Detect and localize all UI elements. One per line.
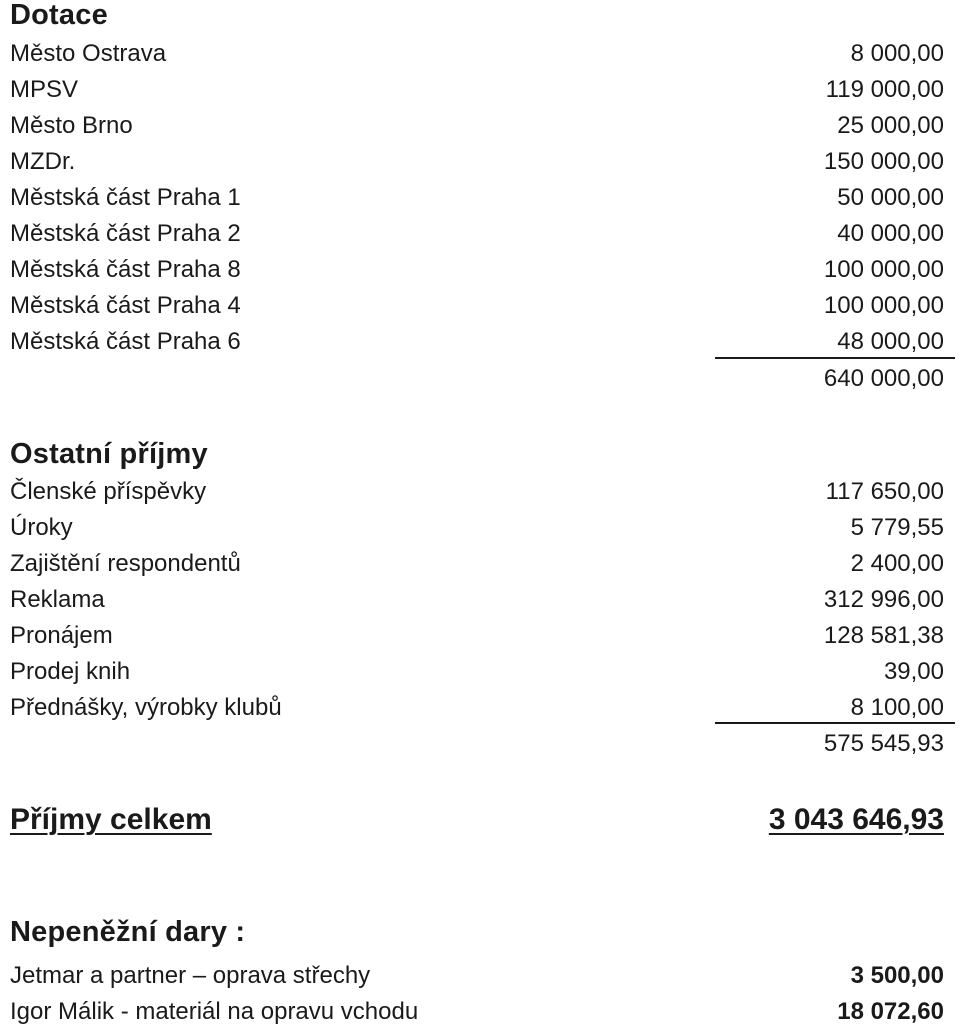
item-value: 312 996,00 (823, 586, 944, 613)
item-label: Prodej knih (10, 658, 131, 685)
item-value: 2 400,00 (850, 550, 944, 577)
subtotal-divider (715, 357, 955, 359)
list-item (10, 36, 944, 72)
list-item (10, 654, 944, 690)
list-item (10, 288, 944, 324)
list-item (10, 474, 944, 510)
subtotal-value: 575 545,93 (823, 730, 944, 757)
section-heading-nepenezni-dary: Nepeněžní dary : (10, 916, 246, 948)
item-value: 100 000,00 (823, 256, 944, 283)
item-value: 5 779,55 (850, 514, 944, 541)
subtotal-divider (715, 722, 955, 724)
grand-total-row (10, 800, 944, 840)
item-label: Úroky (10, 514, 73, 541)
item-label: Městská část Praha 2 (10, 220, 241, 247)
item-label: MZDr. (10, 148, 76, 175)
item-label: Městská část Praha 4 (10, 292, 241, 319)
list-item (10, 546, 944, 582)
item-label: Zajištění respondentů (10, 550, 241, 577)
list-item (10, 252, 944, 288)
item-value: 100 000,00 (823, 292, 944, 319)
list-item (10, 618, 944, 654)
item-value: 40 000,00 (837, 220, 944, 247)
item-label: Igor Málik - materiál na opravu vchodu (10, 998, 419, 1025)
item-value: 48 000,00 (837, 328, 944, 355)
item-label: Reklama (10, 586, 105, 613)
list-item (10, 958, 944, 994)
list-item (10, 108, 944, 144)
subtotal-value: 640 000,00 (823, 365, 944, 392)
item-label: Město Ostrava (10, 40, 167, 67)
subtotal-row (10, 726, 944, 762)
grand-total-value: 3 043 646,93 (768, 803, 944, 836)
item-value: 25 000,00 (837, 112, 944, 139)
item-value: 117 650,00 (825, 478, 944, 505)
item-value: 39,00 (883, 658, 944, 685)
item-label: Jetmar a partner – oprava střechy (10, 962, 371, 989)
subtotal-row (10, 361, 944, 397)
list-item (10, 690, 944, 726)
item-label: MPSV (10, 76, 79, 103)
item-label: Městská část Praha 1 (10, 184, 241, 211)
grand-total-label: Příjmy celkem (10, 803, 212, 836)
section-heading-ostatni-prijmy: Ostatní příjmy (10, 438, 208, 470)
item-label: Členské příspěvky (10, 478, 207, 505)
list-item (10, 510, 944, 546)
list-item (10, 180, 944, 216)
item-value: 18 072,60 (837, 998, 944, 1025)
list-item (10, 582, 944, 618)
item-value: 3 500,00 (850, 962, 944, 989)
item-value: 119 000,00 (825, 76, 944, 103)
item-label: Městská část Praha 8 (10, 256, 241, 283)
list-item (10, 324, 944, 360)
item-label: Pronájem (10, 622, 113, 649)
item-label: Přednášky, výrobky klubů (10, 694, 282, 721)
item-value: 8 000,00 (850, 40, 944, 67)
item-value: 150 000,00 (823, 148, 944, 175)
list-item (10, 216, 944, 252)
item-value: 50 000,00 (837, 184, 944, 211)
item-value: 8 100,00 (850, 694, 944, 721)
item-label: Městská část Praha 6 (10, 328, 241, 355)
list-item (10, 994, 944, 1030)
list-item (10, 72, 944, 108)
list-item (10, 144, 944, 180)
item-label: Město Brno (10, 112, 133, 139)
section-heading-dotace: Dotace (10, 0, 108, 31)
item-value: 128 581,38 (823, 622, 944, 649)
